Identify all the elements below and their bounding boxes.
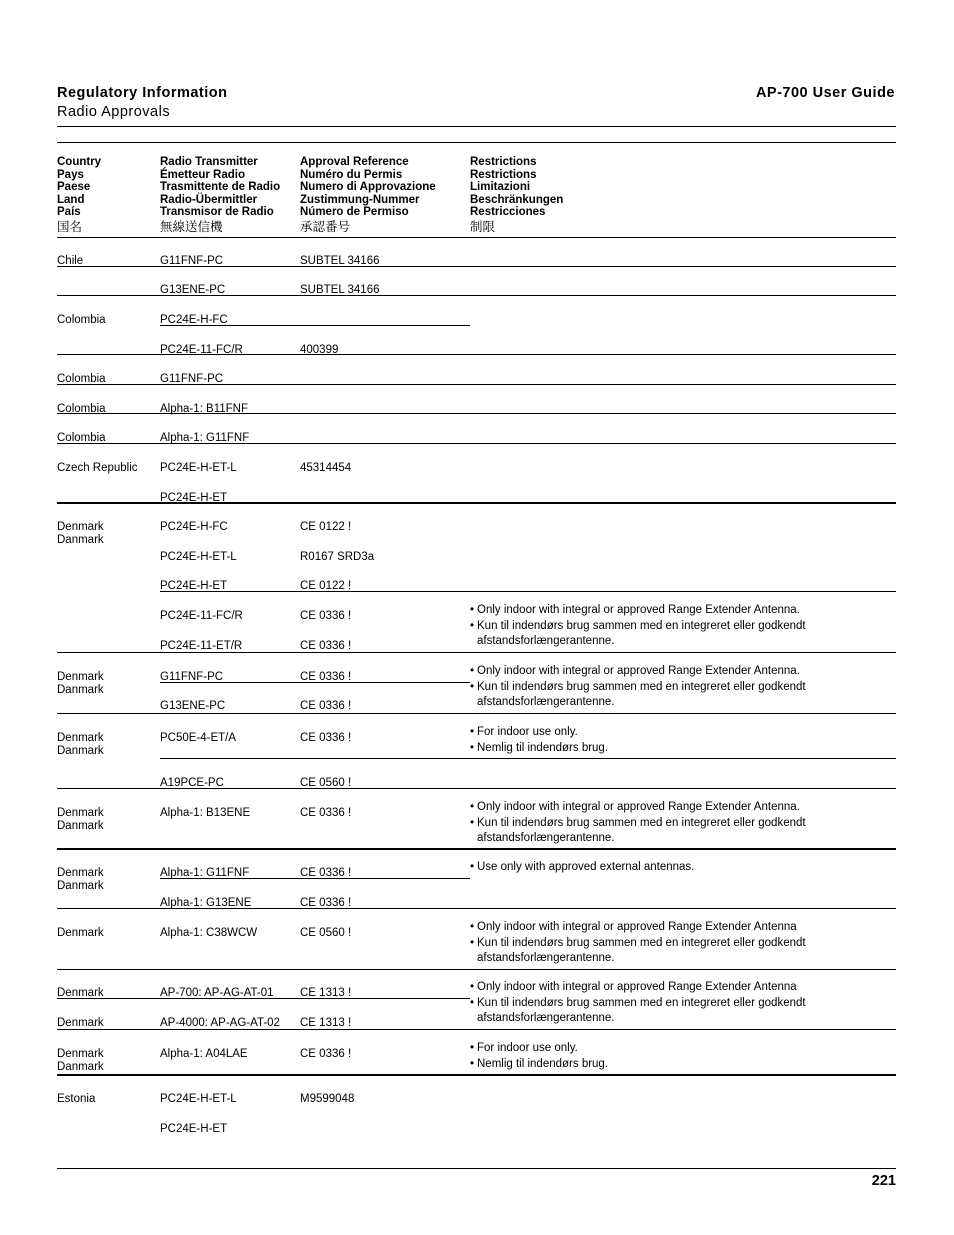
restriction-text: Only indoor with integral or approved Range Extender Antenna. — [477, 801, 800, 813]
column-header-line: País — [57, 206, 81, 218]
country-name: Denmark — [57, 1048, 104, 1060]
column-header-2 — [160, 156, 280, 235]
bullet-icon: • — [470, 1042, 475, 1054]
restriction-text: Nemlig til indendørs brug. — [477, 1057, 609, 1070]
country-name: Colombia — [57, 314, 106, 326]
transmitter-cell: G11FNF-PC — [160, 373, 224, 385]
table-rule — [57, 848, 896, 850]
bullet-icon: • — [470, 861, 475, 873]
restrictions-cell — [470, 664, 806, 711]
page-number: 221 — [871, 1173, 896, 1189]
column-header-4 — [470, 156, 563, 235]
restriction-text: Kun til indendørs brug sammen med en integreret eller godkendt afstandsforlængerantenne. — [477, 936, 806, 964]
column-header-line: Pays — [57, 168, 84, 181]
transmitter-cell: PC24E-11-FC/R — [160, 610, 243, 622]
country-cell — [57, 1048, 104, 1074]
transmitter-cell: Alpha-1: B11FNF — [160, 403, 248, 415]
transmitter-cell: Alpha-1: A04LAE — [160, 1048, 248, 1060]
transmitter-cell: Alpha-1: G11FNF — [160, 432, 250, 444]
transmitter-cell: A19PCE-PC — [160, 777, 224, 789]
guide-title: AP-700 User Guide — [755, 85, 895, 101]
country-name: Colombia — [57, 403, 106, 415]
transmitter-cell: PC24E-H-ET-L — [160, 462, 237, 474]
bullet-icon: • — [470, 921, 475, 933]
restriction-text: Only indoor with integral or approved Range Extender Antenna — [477, 921, 797, 933]
bullet-icon: • — [470, 981, 475, 993]
approval-cell: 45314454 — [300, 462, 352, 474]
approval-cell: CE 0336 ! — [300, 671, 352, 683]
restriction-text: Only indoor with integral or approved Range Extender Antenna. — [477, 665, 800, 677]
country-name: Colombia — [57, 432, 106, 444]
restriction-item — [470, 725, 608, 741]
table-rule — [57, 713, 896, 714]
transmitter-cell: PC24E-H-FC — [160, 521, 228, 533]
country-cell — [57, 373, 106, 386]
country-cell — [57, 927, 104, 940]
restrictions-cell — [470, 603, 806, 650]
restriction-item — [470, 680, 806, 711]
country-name: Denmark — [57, 521, 104, 533]
country-cell — [57, 1017, 104, 1030]
table-rule — [57, 969, 896, 970]
bullet-icon: • — [470, 936, 475, 949]
country-name: Denmark — [57, 807, 104, 819]
approval-cell: CE 0122 ! — [300, 521, 352, 533]
bullet-icon: • — [470, 665, 475, 677]
transmitter-cell: G13ENE-PC — [160, 284, 226, 296]
column-header-cjk: 制限 — [470, 219, 496, 234]
country-name: Estonia — [57, 1093, 96, 1105]
column-header-line: Restrictions — [470, 168, 537, 181]
header-rule-table — [57, 142, 896, 143]
column-header-cjk: 承認番号 — [300, 219, 351, 234]
bullet-icon: • — [470, 1057, 475, 1070]
country-name: Czech Republic — [57, 462, 138, 474]
transmitter-cell: G11FNF-PC — [160, 255, 224, 267]
bullet-icon: • — [470, 816, 475, 829]
column-header-line: Número de Permiso — [300, 206, 409, 218]
bullet-icon: • — [470, 996, 475, 1009]
country-cell — [57, 432, 106, 445]
restrictions-cell — [470, 980, 806, 1027]
transmitter-cell: PC24E-H-ET-L — [160, 1093, 237, 1105]
approval-cell: SUBTEL 34166 — [300, 255, 380, 267]
section-title: Regulatory Information — [57, 85, 228, 101]
column-header-1 — [57, 156, 101, 235]
restrictions-cell — [470, 725, 608, 756]
section-subtitle: Radio Approvals — [57, 104, 171, 120]
restriction-item — [470, 980, 806, 996]
transmitter-cell: PC50E-4-ET/A — [160, 732, 237, 744]
restrictions-cell — [470, 860, 694, 876]
restriction-item — [470, 936, 806, 967]
restriction-text: Kun til indendørs brug sammen med en integreret eller godkendt afstandsforlængerantenne. — [477, 680, 806, 708]
transmitter-cell: Alpha-1: C38WCW — [160, 927, 258, 939]
column-header-line: Numero di Approvazione — [300, 181, 436, 193]
restrictions-cell — [470, 1041, 608, 1072]
bullet-icon: • — [470, 741, 475, 754]
restriction-text: Kun til indendørs brug sammen med en integreret eller godkendt afstandsforlængerantenne. — [477, 816, 806, 844]
country-cell — [57, 807, 104, 833]
table-rule — [160, 758, 896, 759]
transmitter-cell: Alpha-1: G11FNF — [160, 867, 250, 879]
restriction-item — [470, 800, 806, 816]
country-cell — [57, 403, 106, 416]
column-header-cjk: 国名 — [57, 219, 83, 234]
bullet-icon: • — [470, 726, 475, 738]
restriction-item — [470, 816, 806, 847]
approval-cell: SUBTEL 34166 — [300, 284, 380, 296]
column-header-line: Trasmittente de Radio — [160, 181, 281, 193]
country-name: Denmark — [57, 987, 104, 999]
column-header-line: Approval Reference — [300, 156, 409, 168]
approval-cell: CE 0336 ! — [300, 610, 352, 622]
column-header-cjk: 無線送信機 — [160, 219, 223, 234]
country-cell — [57, 314, 106, 327]
restriction-text: Nemlig til indendørs brug. — [477, 741, 609, 754]
column-header-line: Restrictions — [470, 156, 537, 168]
table-rule — [57, 237, 896, 238]
column-header-line: Limitazioni — [470, 181, 531, 193]
restriction-text: Only indoor with integral or approved Range Extender Antenna — [477, 981, 797, 993]
transmitter-cell: Alpha-1: B13ENE — [160, 807, 251, 819]
transmitter-cell: PC24E-H-ET — [160, 492, 228, 504]
restriction-item — [470, 619, 806, 650]
restriction-text: For indoor use only. — [477, 726, 578, 738]
approval-cell: CE 0336 ! — [300, 732, 352, 744]
transmitter-cell: G11FNF-PC — [160, 671, 224, 683]
country-cell — [57, 671, 104, 697]
approval-cell: CE 1313 ! — [300, 987, 352, 999]
column-header-line: Radio Transmitter — [160, 156, 258, 168]
country-name: Denmark — [57, 927, 104, 939]
table-rule — [160, 591, 896, 592]
country-name: Denmark — [57, 671, 104, 683]
country-name: Danmark — [57, 880, 104, 892]
bullet-icon: • — [470, 801, 475, 813]
approval-cell: R0167 SRD3a — [300, 551, 375, 563]
column-header-line: Country — [57, 156, 102, 168]
country-name: Denmark — [57, 867, 104, 879]
transmitter-cell: G13ENE-PC — [160, 700, 226, 712]
restriction-text: Kun til indendørs brug sammen med en integreret eller godkendt afstandsforlængerantenne. — [477, 619, 806, 647]
transmitter-cell: Alpha-1: G13ENE — [160, 897, 252, 909]
bullet-icon: • — [470, 680, 475, 693]
approval-cell: CE 0336 ! — [300, 807, 352, 819]
restriction-item — [470, 1041, 608, 1057]
bullet-icon: • — [470, 619, 475, 632]
country-cell — [57, 867, 104, 893]
country-name: Danmark — [57, 1061, 104, 1073]
country-cell — [57, 462, 138, 475]
country-name: Denmark — [57, 732, 104, 744]
approval-cell: CE 0560 ! — [300, 777, 352, 789]
column-header-line: Restricciones — [470, 206, 546, 218]
country-name: Danmark — [57, 684, 104, 696]
footer-rule — [57, 1168, 896, 1169]
approval-cell: CE 0560 ! — [300, 927, 352, 939]
column-header-line: Émetteur Radio — [160, 168, 245, 181]
transmitter-cell: AP-700: AP-AG-AT-01 — [160, 987, 274, 999]
restriction-item — [470, 1057, 608, 1073]
restriction-text: Use only with approved external antennas. — [477, 861, 695, 873]
country-name: Danmark — [57, 534, 104, 546]
restriction-text: For indoor use only. — [477, 1042, 578, 1054]
column-header-line: Land — [57, 193, 85, 206]
approval-cell: CE 0336 ! — [300, 897, 352, 909]
restriction-item — [470, 920, 806, 936]
transmitter-cell: PC24E-H-ET — [160, 580, 228, 592]
transmitter-cell: AP-4000: AP-AG-AT-02 — [160, 1017, 280, 1029]
country-name: Chile — [57, 255, 84, 267]
country-name: Danmark — [57, 820, 104, 832]
header-rule-top — [57, 126, 896, 127]
restriction-item — [470, 741, 608, 757]
transmitter-cell: PC24E-H-ET — [160, 1123, 228, 1135]
approval-cell: CE 0122 ! — [300, 580, 352, 592]
column-header-3 — [300, 156, 436, 235]
transmitter-cell: PC24E-11-ET/R — [160, 640, 243, 652]
restriction-text: Only indoor with integral or approved Range Extender Antenna. — [477, 604, 800, 616]
restriction-item — [470, 860, 694, 876]
restrictions-cell — [470, 920, 806, 967]
country-name: Danmark — [57, 745, 104, 757]
column-header-line: Numéro du Permis — [300, 168, 403, 181]
country-cell — [57, 255, 83, 268]
transmitter-cell: PC24E-11-FC/R — [160, 344, 243, 356]
country-cell — [57, 1093, 95, 1106]
column-header-line: Radio-Übermittler — [160, 193, 258, 206]
transmitter-cell: PC24E-H-ET-L — [160, 551, 237, 563]
approval-cell: CE 0336 ! — [300, 640, 352, 652]
approval-cell: CE 1313 ! — [300, 1017, 352, 1029]
transmitter-cell: PC24E-H-FC — [160, 314, 228, 326]
approval-cell: CE 0336 ! — [300, 1048, 352, 1060]
table-rule — [57, 1074, 896, 1076]
column-header-line: Transmisor de Radio — [160, 206, 274, 218]
restrictions-cell — [470, 800, 806, 847]
restriction-text: Kun til indendørs brug sammen med en integreret eller godkendt afstandsforlængerantenne. — [477, 996, 806, 1024]
approval-cell: M9599048 — [300, 1093, 355, 1105]
restriction-item — [470, 603, 806, 619]
country-name: Colombia — [57, 373, 106, 385]
restriction-item — [470, 664, 806, 680]
column-header-line: Zustimmung-Nummer — [300, 193, 420, 206]
country-cell — [57, 732, 104, 758]
approval-cell: CE 0336 ! — [300, 700, 352, 712]
column-header-line: Paese — [57, 181, 91, 193]
country-name: Denmark — [57, 1017, 104, 1029]
restriction-item — [470, 996, 806, 1027]
bullet-icon: • — [470, 604, 475, 616]
approval-cell: 400399 — [300, 344, 339, 356]
approval-cell: CE 0336 ! — [300, 867, 352, 879]
country-cell — [57, 987, 104, 1000]
column-header-line: Beschränkungen — [470, 193, 564, 206]
country-cell — [57, 521, 104, 547]
